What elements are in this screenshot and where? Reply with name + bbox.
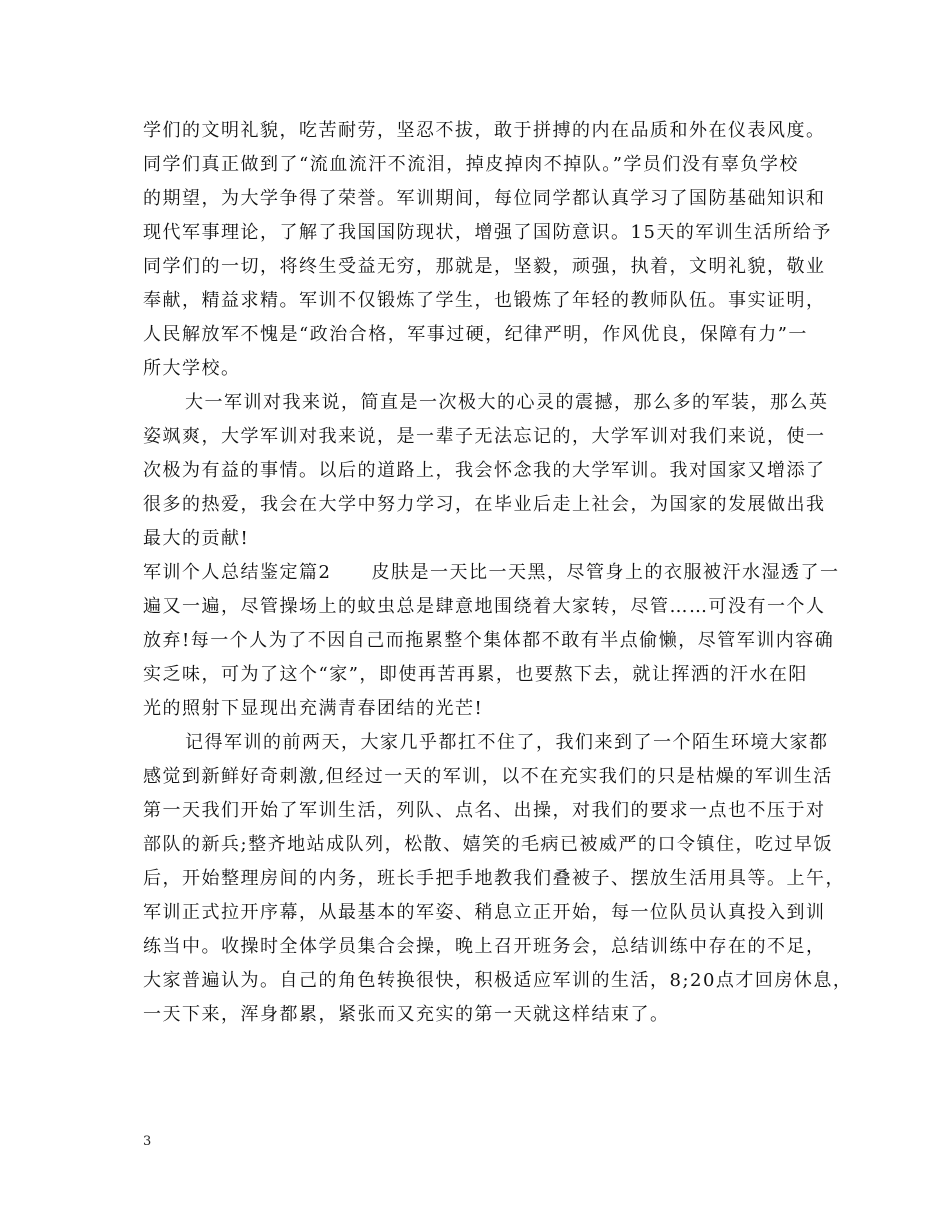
text-line: 次极为有益的事情。以后的道路上，我会怀念我的大学军训。我对国家又增添了 (143, 460, 826, 481)
heading-line (143, 556, 840, 590)
section-heading: 军训个人总结鉴定篇2 (143, 562, 332, 583)
text-line: 姿飒爽，大学军训对我来说，是一辈子无法忘记的，大学军训对我们来说，使一 (143, 426, 826, 447)
text-line: 部队的新兵;整齐地站成队列，松散、嬉笑的毛病已被威严的口令镇住，吃过早饭 (143, 834, 834, 855)
text-line: 同学们真正做到了“流血流汗不流泪，掉皮掉肉不掉队。”学员们没有辜负学校 (143, 154, 799, 175)
text-line: 练当中。收操时全体学员集合会操，晚上召开班务会，总结训练中存在的不足， (143, 936, 826, 957)
text-line: 大一军训对我来说，简直是一次极大的心灵的震撼，那么多的军装，那么英 (185, 392, 829, 413)
text-line: 奉献，精益求精。军训不仅锻炼了学生，也锻炼了年轻的教师队伍。事实证明， (143, 290, 826, 311)
text-line: 最大的贡献! (143, 528, 250, 549)
text-line: 学们的文明礼貌，吃苦耐劳，坚忍不拔，敢于拼搏的内在品质和外在仪表风度。 (143, 120, 826, 141)
text-line: 大家普遍认为。自己的角色转换很快，积极适应军训的生活，8;20点才回房休息， (143, 970, 853, 991)
text-line: 同学们的一切，将终生受益无穷，那就是，坚毅，顽强，执着，文明礼貌，敬业 (143, 256, 826, 277)
text-line: 感觉到新鲜好奇刺激,但经过一天的军训，以不在充实我们的只是枯燥的军训生活 (143, 766, 833, 787)
page-number: 3 (143, 1134, 152, 1149)
text-line: 后，开始整理房间的内务，班长手把手地教我们叠被子、摆放生活用具等。上午， (143, 868, 845, 889)
text-line: 光的照射下显现出充满青春团结的光芒! (143, 698, 484, 719)
text-line: 军训正式拉开序幕，从最基本的军姿、稍息立正开始，每一位队员认真投入到训 (143, 902, 826, 923)
document-body (143, 114, 853, 1032)
text-line: 一天下来，浑身都累，紧张而又充实的第一天就这样结束了。 (143, 1004, 670, 1025)
text-line: 实乏味，可为了这个“家”，即使再苦再累，也要熬下去，就让挥洒的汗水在阳 (143, 664, 808, 685)
text-line: 很多的热爱，我会在大学中努力学习，在毕业后走上社会，为国家的发展做出我 (143, 494, 826, 515)
text-line: 记得军训的前两天，大家几乎都扛不住了，我们来到了一个陌生环境大家都 (185, 732, 829, 753)
paragraph-3 (143, 556, 840, 726)
paragraph-1 (143, 114, 832, 386)
paragraph-2 (143, 386, 829, 556)
text-line: 第一天我们开始了军训生活，列队、点名、出操，对我们的要求一点也不压于对 (143, 800, 826, 821)
text-line: 遍又一遍，尽管操场上的蚊虫总是肆意地围绕着大家转，尽管……可没有一个人 (143, 596, 826, 617)
text-line: 人民解放军不愧是“政治合格，军事过硬，纪律严明，作风优良，保障有力”一 (143, 324, 808, 345)
text-line: 所大学校。 (143, 358, 241, 379)
text-segment: 皮肤是一天比一天黑，尽管身上的衣服被汗水湿透了一 (371, 562, 840, 583)
paragraph-4 (143, 726, 853, 1032)
text-line: 放弃!每一个人为了不因自己而拖累整个集体都不敢有半点偷懒，尽管军训内容确 (143, 630, 835, 651)
text-line: 的期望，为大学争得了荣誉。军训期间，每位同学都认真学习了国防基础知识和 (143, 188, 826, 209)
text-line: 现代军事理论，了解了我国国防现状，增强了国防意识。15天的军训生活所给予 (143, 222, 832, 243)
